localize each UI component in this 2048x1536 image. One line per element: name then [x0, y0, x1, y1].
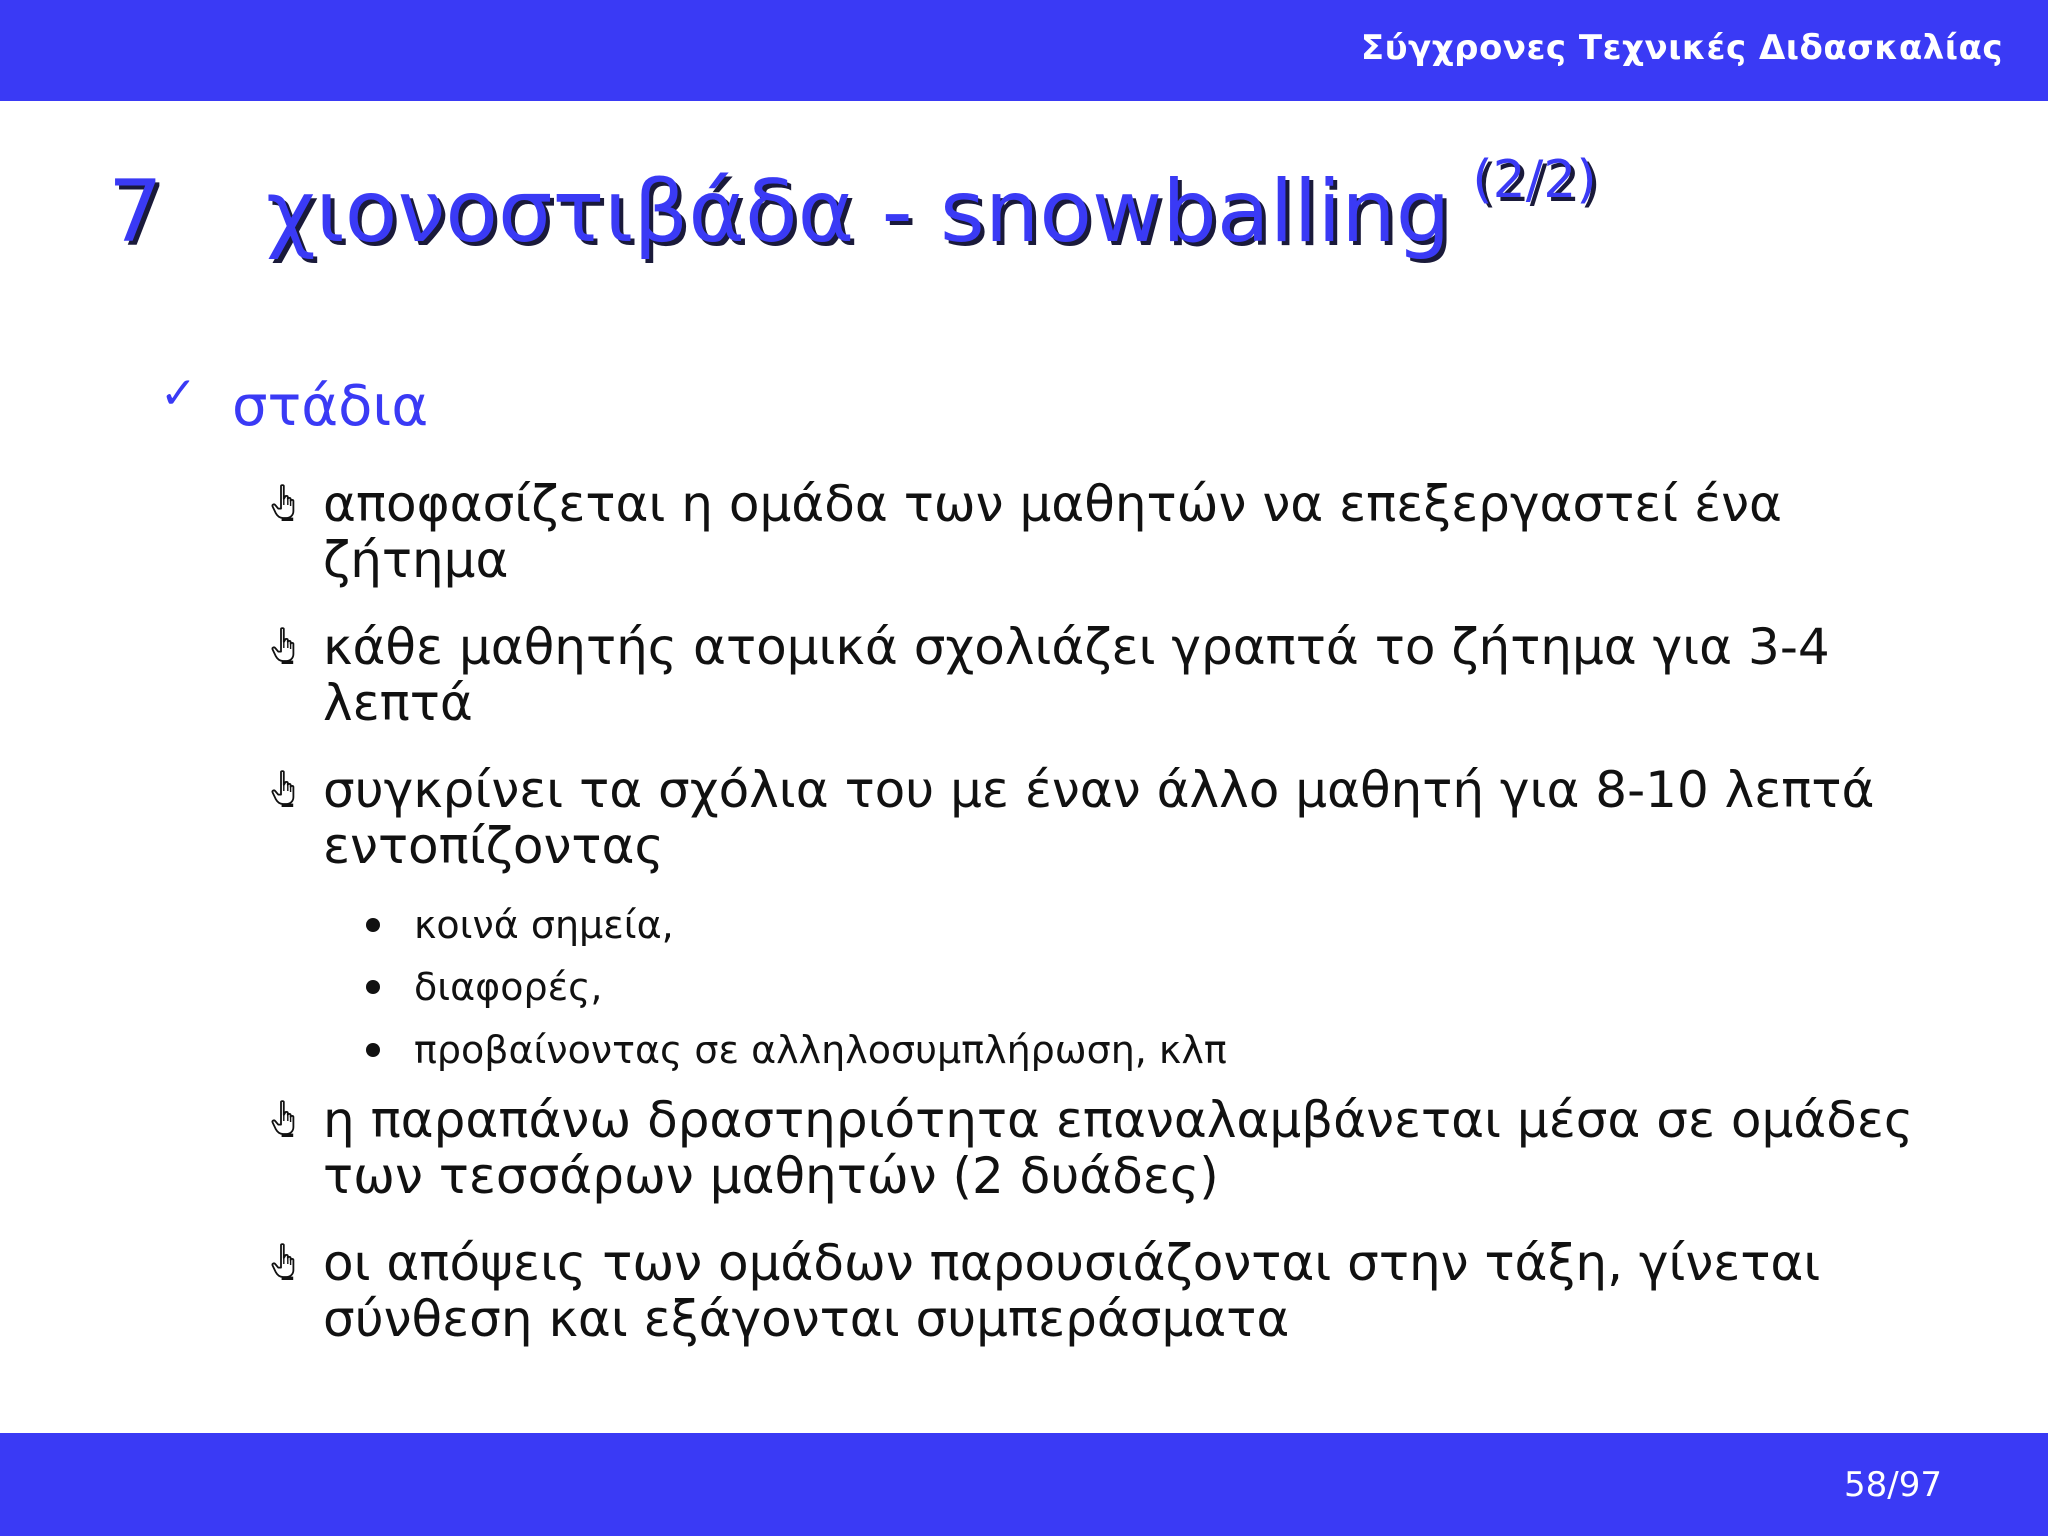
pointing-hand-icon	[270, 1243, 298, 1281]
sub-list-item	[366, 902, 1866, 948]
list-item	[270, 476, 1970, 588]
checkmark-icon: ✓	[160, 368, 197, 419]
header-bar	[0, 0, 2048, 101]
sub-list-item-text: κοινά σημεία,	[414, 903, 674, 947]
bullet-dot-icon	[366, 980, 380, 994]
list-item-text: κάθε μαθητής ατομικά σχολιάζει γραπτά το ζήτημα για 3-4 λεπτά	[323, 618, 1830, 732]
bullet-dot-icon	[366, 1043, 380, 1057]
pointing-hand-icon	[270, 484, 298, 522]
sub-list-item	[366, 964, 1866, 1010]
slide-title-text: χιονοστιβάδα - snowballing	[266, 162, 1451, 262]
pointing-hand-icon	[270, 1100, 298, 1138]
sub-list-item-text: προβαίνοντας σε αλληλοσυμπλήρωση, κλπ	[414, 1028, 1227, 1072]
pointing-hand-icon	[270, 627, 298, 665]
list-item	[270, 619, 1970, 731]
list-item	[270, 1092, 1970, 1204]
list-item-text: οι απόψεις των ομάδων παρουσιάζονται στην τάξη, γίνεται σύνθεση και εξάγονται συμπεράσματα	[323, 1234, 1821, 1348]
list-item	[270, 1235, 1970, 1347]
section-heading: στάδια	[232, 374, 429, 439]
presentation-title: Σύγχρονες Τεχνικές Διδασκαλίας	[1360, 28, 2003, 68]
list-item-text: η παραπάνω δραστηριότητα επαναλαμβάνεται μέσα σε ομάδες των τεσσάρων μαθητών (2 δυάδες)	[323, 1091, 1914, 1205]
pointing-hand-icon	[270, 770, 298, 808]
sub-list-item-text: διαφορές,	[414, 965, 603, 1009]
slide-title	[108, 150, 1597, 262]
page-number: 58/97	[1844, 1465, 1942, 1505]
slide-part-label: (2/2)	[1472, 150, 1597, 210]
slide-number: 7	[108, 162, 163, 262]
bullet-dot-icon	[366, 918, 380, 932]
list-item-text: αποφασίζεται η ομάδα των μαθητών να επεξεργαστεί ένα ζήτημα	[323, 475, 1783, 589]
list-item-text: συγκρίνει τα σχόλια του με έναν άλλο μαθητή για 8-10 λεπτά εντοπίζοντας	[323, 761, 1875, 875]
list-item	[270, 762, 1970, 874]
sub-list-item	[366, 1027, 1866, 1073]
footer-bar	[0, 1433, 2048, 1536]
